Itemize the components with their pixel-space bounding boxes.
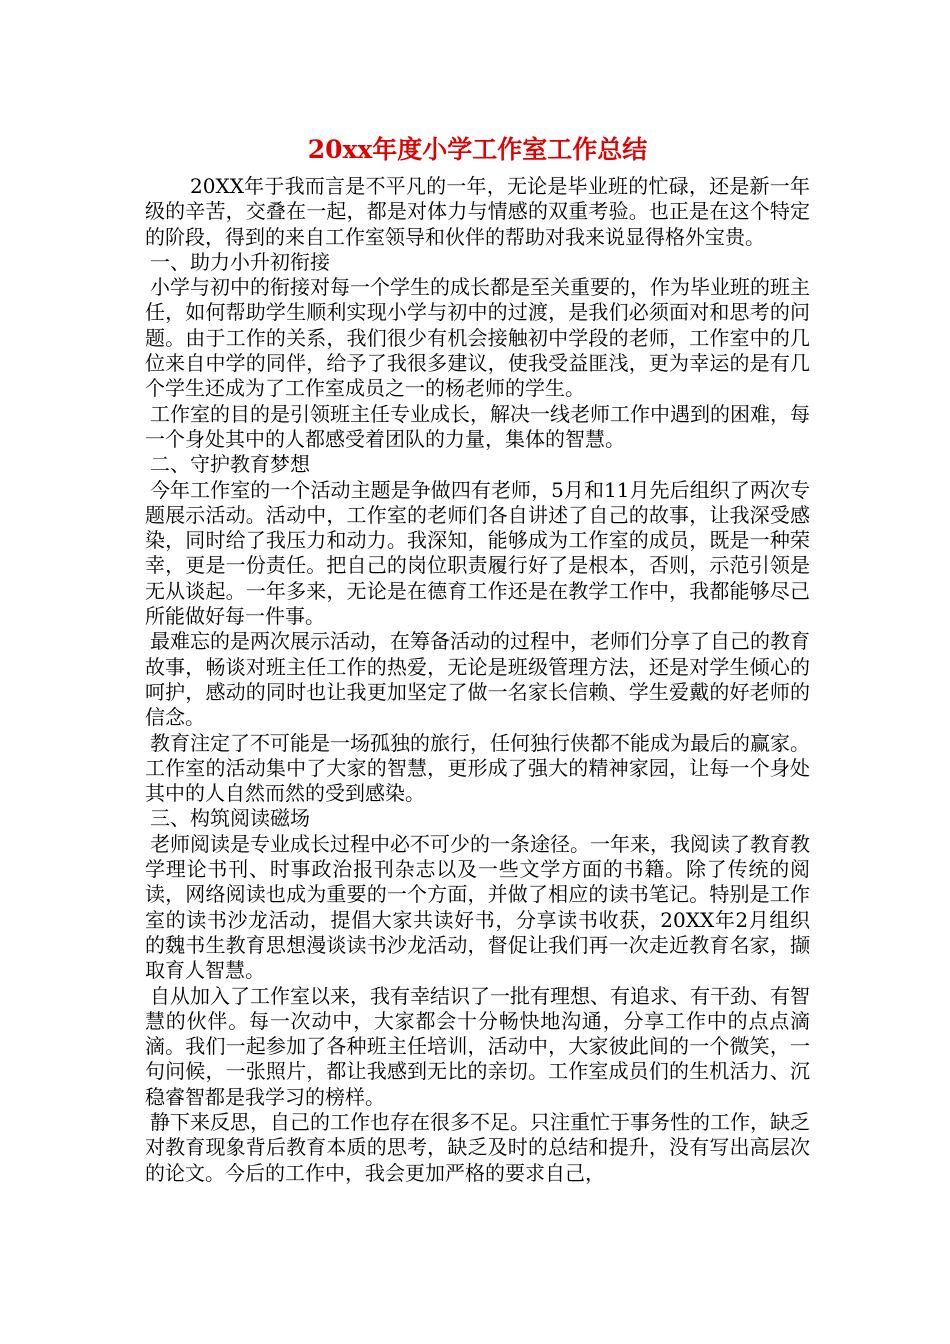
- section-1-paragraph-2: 工作室的目的是引领班主任专业成长，解决一线老师工作中遇到的困难，每一个身处其中的人都感受着团队的力量，集体的智慧。: [145, 401, 810, 451]
- section-1-heading: 一、助力小升初衔接: [150, 249, 330, 274]
- document-title: 20xx年度小学工作室工作总结: [307, 135, 648, 164]
- section-1-paragraph-1: 小学与初中的衔接对每一个学生的成长都是至关重要的，作为毕业班的班主任，如何帮助学生顺利实现小学与初中的过渡，是我们必须面对和思考的问题。由于工作的关系，我们很少有机会接触初中学段的老师，工作室中的几位来自中学的同伴，给予了我很多建议，使我受益匪浅，更为幸运的是有几个学生还成为了工作室成员之一的杨老师的学生。: [145, 275, 810, 401]
- document-page: [145, 132, 810, 1186]
- section-2-paragraph-1: 今年工作室的一个活动主题是争做四有老师，5月和11月先后组织了两次专题展示活动。活动中，工作室的老师们各自讲述了自己的故事，让我深受感染，同时给了我压力和动力。我深知，能够成为工作室的成员，既是一种荣幸，更是一份责任。把自己的岗位职责履行好了是根本，否则，示范引领是无从谈起。一年多来，无论是在德育工作还是在教学工作中，我都能够尽己所能做好每一件事。: [145, 477, 810, 629]
- intro-paragraph: 20XX年于我而言是不平凡的一年，无论是毕业班的忙碌，还是新一年级的辛苦，交叠在一起，都是对体力与情感的双重考验。也正是在这个特定的阶段，得到的来自工作室领导和伙伴的帮助对我来说显得格外宝贵。: [145, 174, 810, 249]
- section-2-paragraph-2: 最难忘的是两次展示活动，在筹备活动的过程中，老师们分享了自己的教育故事，畅谈对班主任工作的热爱，无论是班级管理方法，还是对学生倾心的呵护，感动的同时也让我更加坚定了做一名家长信赖、学生爱戴的好老师的信念。: [145, 629, 810, 730]
- section-2-heading: 二、守护教育梦想: [150, 452, 310, 477]
- section-2-paragraph-3: 教育注定了不可能是一场孤独的旅行，任何独行侠都不能成为最后的赢家。工作室的活动集中了大家的智慧，更形成了强大的精神家园，让每一个身处其中的人自然而然的受到感染。: [145, 730, 810, 806]
- section-3-heading: 三、构筑阅读磁场: [150, 806, 310, 831]
- section-3-paragraph-1: 老师阅读是专业成长过程中必不可少的一条途径。一年来，我阅读了教育教学理论书刊、时事政治报刊杂志以及一些文学方面的书籍。除了传统的阅读，网络阅读也成为重要的一个方面，并做了相应的读书笔记。特别是工作室的读书沙龙活动，提倡大家共读好书，分享读书收获，20XX年2月组织的魏书生教育思想漫谈读书沙龙活动，督促让我们再一次走近教育名家，撷取育人智慧。: [145, 831, 810, 983]
- section-3-paragraph-2: 自从加入了工作室以来，我有幸结识了一批有理想、有追求、有干劲、有智慧的伙伴。每一次动中，大家都会十分畅快地沟通，分享工作中的点点滴滴。我们一起参加了各种班主任培训，活动中，大家彼此间的一个微笑，一句问候，一张照片，都让我感到无比的亲切。工作室成员们的生机活力、沉稳睿智都是我学习的榜样。: [145, 983, 810, 1109]
- section-3-paragraph-3: 静下来反思，自己的工作也存在很多不足。只注重忙于事务性的工作，缺乏对教育现象背后教育本质的思考，缺乏及时的总结和提升，没有写出高层次的论文。今后的工作中，我会更加严格的要求自己，: [145, 1109, 810, 1185]
